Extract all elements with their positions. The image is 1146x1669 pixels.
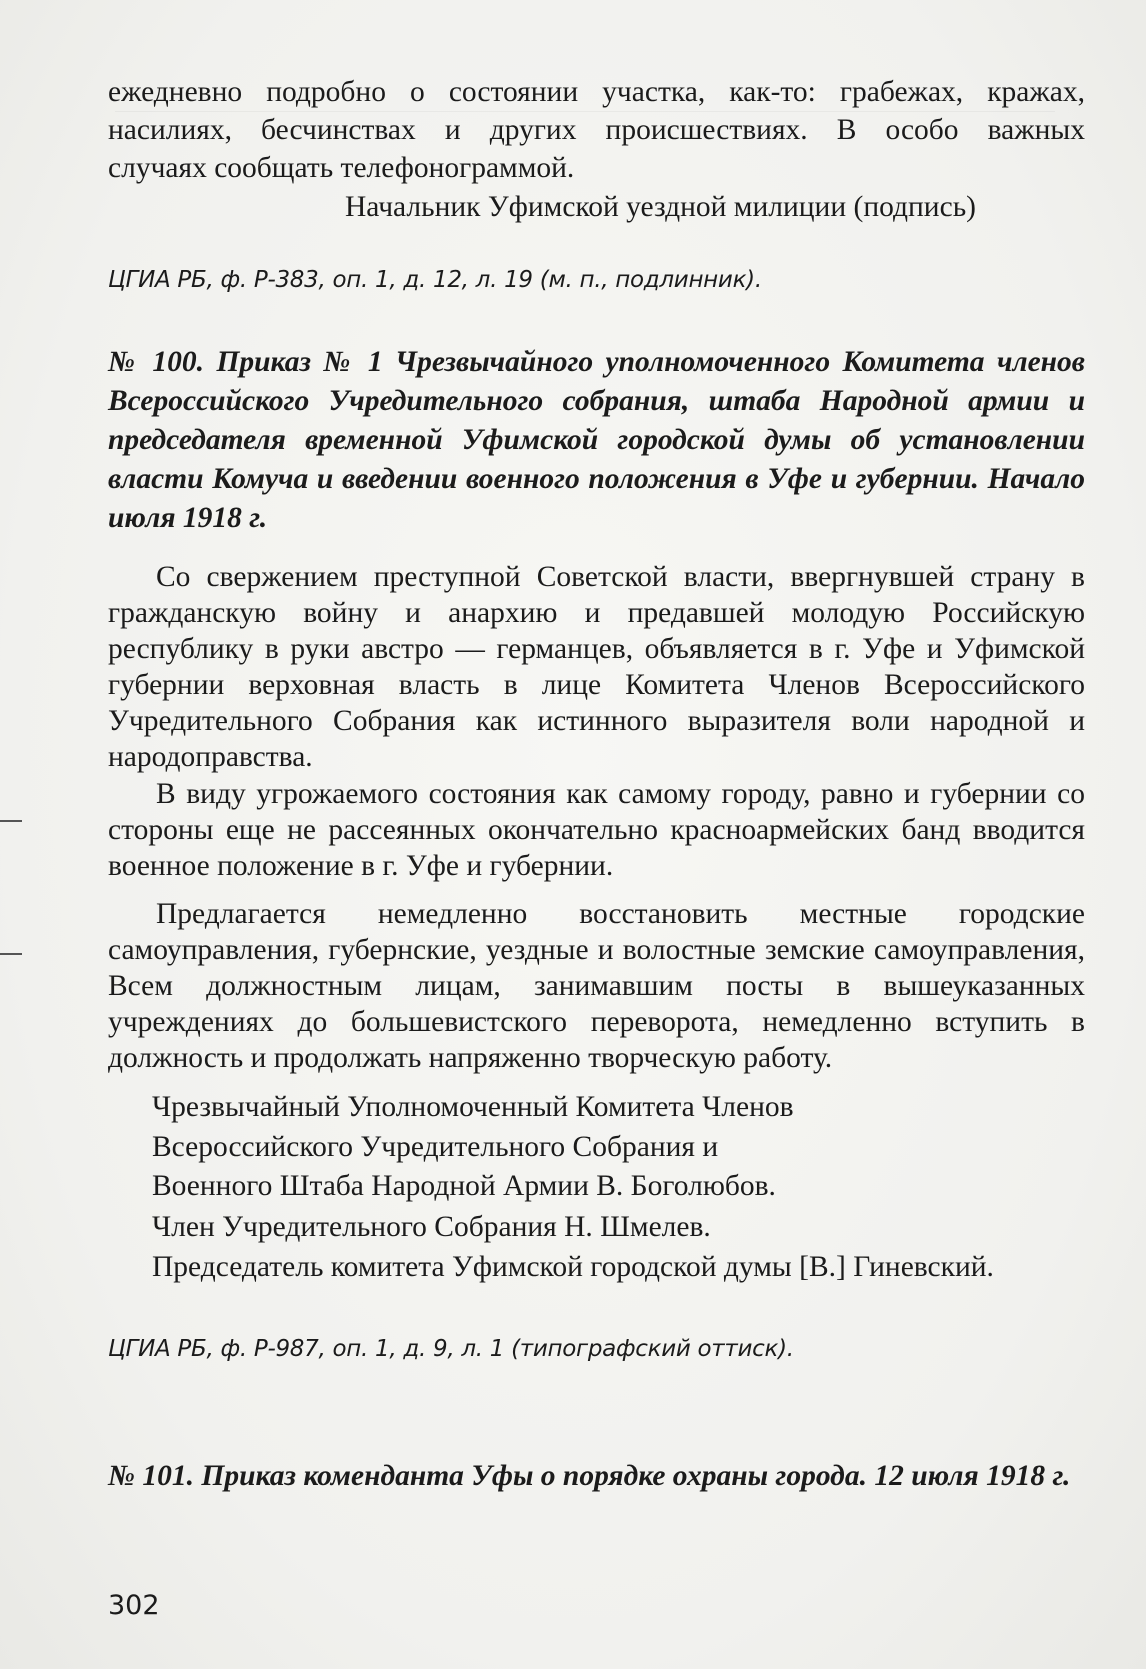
signature-line: Член Учредительного Собрания Н. Шмелев. bbox=[152, 1211, 711, 1243]
signature-line: Чрезвычайный Уполномоченный Комитета Членов bbox=[152, 1091, 794, 1123]
body-line: насилиях, бесчинствах и других происшествиях. В особо важных bbox=[108, 114, 1085, 146]
document-number: № 100. bbox=[108, 346, 205, 378]
archive-reference: ЦГИА РБ, ф. Р-383, оп. 1, д. 12, л. 19 (м. п., подлинник). bbox=[108, 267, 762, 293]
document-heading bbox=[108, 1457, 1085, 1496]
archive-reference: ЦГИА РБ, ф. Р-987, оп. 1, д. 9, л. 1 (типографский оттиск). bbox=[108, 1336, 794, 1362]
body-line: случаях сообщать телефонограммой. bbox=[108, 152, 575, 184]
document-number: № 101. bbox=[108, 1460, 194, 1492]
signature-line: Начальник Уфимской уездной милиции (подпись) bbox=[345, 191, 976, 223]
document-title: Приказ № 1 Чрезвычайного уполномоченного Комитета членов Всероссийского Учредительного собрания, штаба Народной армии и председателя временной Уфимской городской думы об установлении власти Комуча и введении военного положения в Уфе и губернии. Начало июля 1918 г. bbox=[108, 346, 1085, 534]
body-paragraph: Предлагается немедленно восстановить местные городские самоуправления, губернские, уездные и волостные земские самоуправления, Всем должностным лицам, занимавшим посты в вышеуказанных учреждениях до большевистского переворота, немедленно вступить в должность и продолжать напряженно творческую работу. bbox=[108, 898, 1085, 1074]
body-paragraph: В виду угрожаемого состояния как самому городу, равно и губернии со стороны еще не рассеянных окончательно красноармейских банд вводится военное положение в г. Уфе и губернии. bbox=[108, 778, 1085, 882]
document-title: Приказ коменданта Уфы о порядке охраны города. 12 июля 1918 г. bbox=[201, 1460, 1071, 1492]
margin-mark bbox=[0, 820, 22, 822]
signature-line: Военного Штаба Народной Армии В. Боголюбов. bbox=[152, 1170, 776, 1202]
document-heading bbox=[108, 343, 1085, 538]
body-paragraph: Со свержением преступной Советской власти, ввергнувшей страну в гражданскую войну и анархию и предавшей молодую Российскую республику в руки австро — германцев, объявляется в г. Уфе и Уфимской губернии верховная власть в лице Комитета Членов Всероссийского Учредительного Собрания как истинного выразителя воли народной и народоправства. bbox=[108, 561, 1085, 773]
signature-line: Председатель комитета Уфимской городской думы [В.] Гиневский. bbox=[152, 1251, 994, 1283]
signature-line: Всероссийского Учредительного Собрания и bbox=[152, 1131, 719, 1163]
page-number: 302 bbox=[108, 1590, 160, 1621]
margin-mark bbox=[0, 953, 22, 955]
body-line: ежедневно подробно о состоянии участка, как-то: грабежах, кражах, bbox=[108, 76, 1085, 108]
